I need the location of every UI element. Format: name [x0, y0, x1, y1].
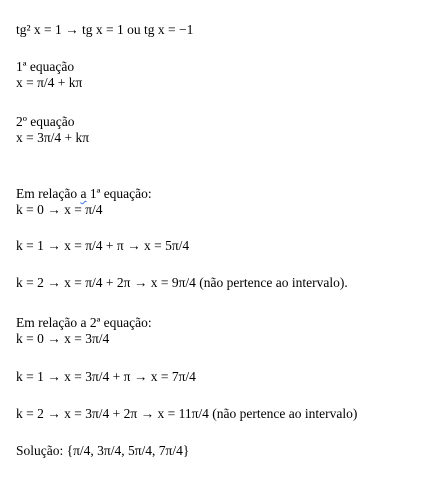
equation-1-title: 1ª equação	[16, 59, 75, 74]
section-1-k0: k = 0 → x = π/4	[16, 202, 103, 217]
section-2-k0: k = 0 → x = 3π/4	[16, 331, 110, 346]
spellcheck-marked-word: a	[80, 186, 87, 201]
section-1-k2: k = 2 → x = π/4 + 2π → x = 9π/4 (não pertence ao intervalo).	[16, 275, 348, 290]
intro-equation: tg² x = 1 → tg x = 1 ou tg x = −1	[16, 22, 194, 37]
section-1-heading	[16, 186, 152, 202]
section-1-heading-start: Em relação	[16, 186, 81, 201]
equation-2-formula: x = 3π/4 + kπ	[16, 130, 90, 145]
section-2-k2: k = 2 → x = 3π/4 + 2π → x = 11π/4 (não pertence ao intervalo)	[16, 406, 358, 421]
section-1-k1: k = 1 → x = π/4 + π → x = 5π/4	[16, 238, 190, 253]
equation-1-formula: x = π/4 + kπ	[16, 75, 83, 90]
section-1-heading-end: 1ª equação:	[86, 186, 152, 201]
section-2-k1: k = 1 → x = 3π/4 + π → x = 7π/4	[16, 369, 196, 384]
equation-2-title: 2º equação	[16, 114, 75, 129]
solution-line: Solução: {π/4, 3π/4, 5π/4, 7π/4}	[16, 443, 190, 458]
section-2-heading: Em relação a 2ª equação:	[16, 315, 152, 330]
